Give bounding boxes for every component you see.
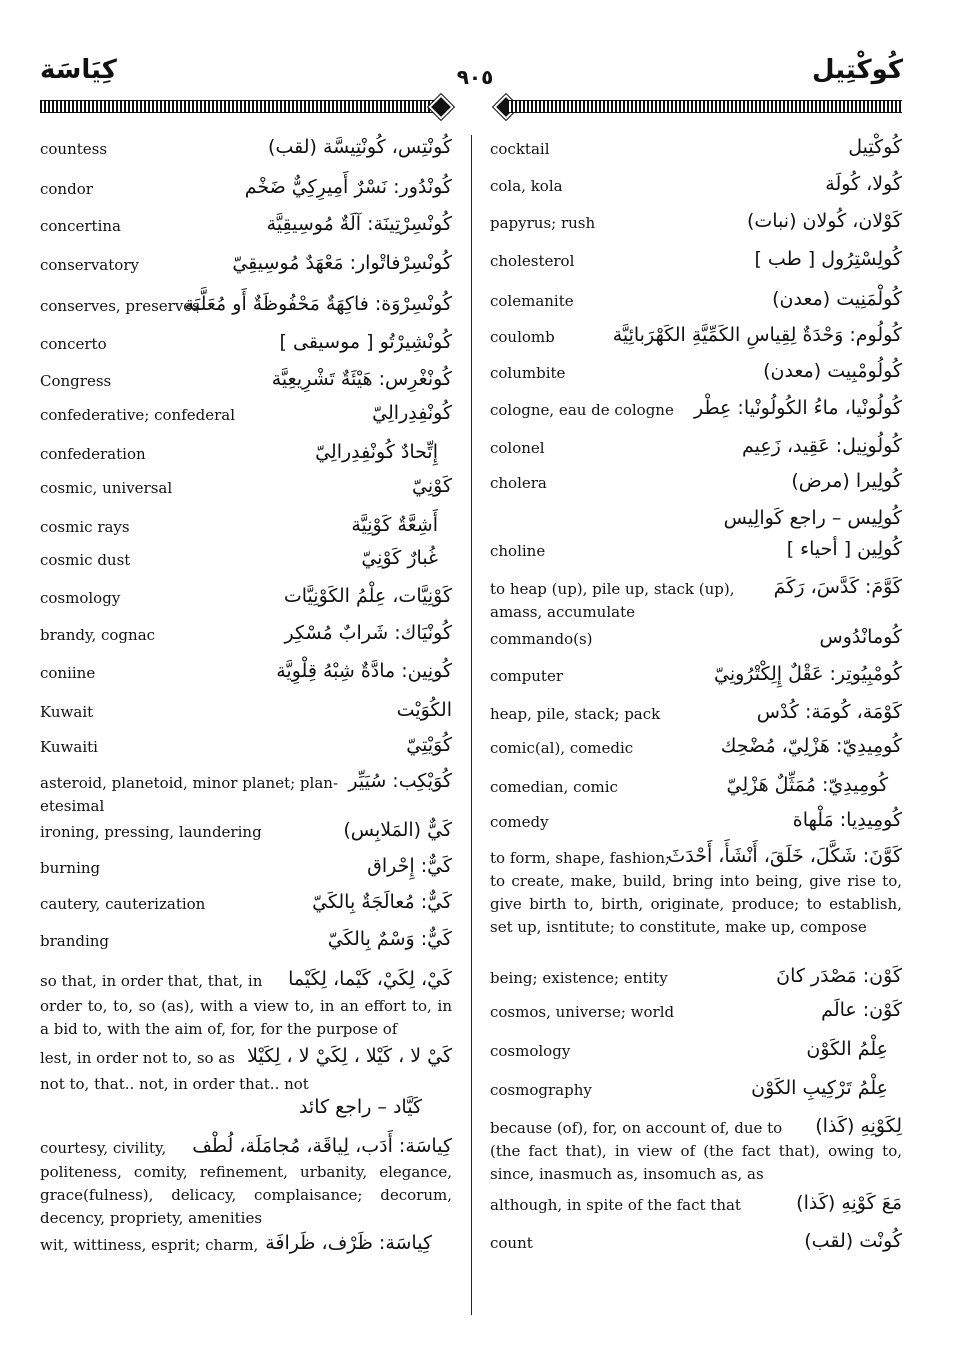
entry-commando (490, 628, 902, 658)
entry-english: coniine (40, 664, 96, 682)
entry-english: branding (40, 932, 110, 950)
dictionary-entry (40, 295, 452, 325)
entry-english: cosmology (490, 1042, 571, 1060)
entry-english: to heap (up), pile up, stack (up), (490, 580, 735, 598)
entry-english: cosmic, universal (40, 479, 173, 497)
entry-wit (40, 1234, 452, 1264)
dictionary-entry (40, 333, 452, 363)
entry-arabic: كُومانْدُوس (819, 626, 902, 648)
entry-arabic: كِياسَة: أَدَب، لِياقَة، مُجامَلَة، لُطْف (192, 1135, 452, 1157)
dictionary-entry (490, 326, 902, 356)
entry-english: Congress (40, 372, 112, 390)
entry-english: commando(s) (490, 630, 593, 648)
entry-arabic: كُونْشِيرْتُو [ موسيقى ] (279, 331, 452, 353)
entry-english: conservatory (40, 256, 139, 274)
entry-english: to form, shape, fashion; (490, 849, 671, 867)
entry-arabic: كَيٌّ: مُعالَجَةٌ بِالكَيّ (312, 891, 452, 913)
entry-arabic: كُونْسِرْوَة: فاكِهَةٌ مَحْفُوظَةٌ أَو مُعَلَّبَة (184, 293, 452, 315)
entry-english-continued: amass, accumulate (490, 603, 635, 621)
entry-arabic: كُومِيدِيا: مَلْهاة (792, 809, 902, 831)
dictionary-entry (40, 587, 452, 617)
header-rule-right (507, 100, 902, 113)
entry-english: cologne, eau de cologne (490, 401, 674, 419)
entry-arabic: مَعَ كَوْنِهِ (كَذا) (796, 1192, 902, 1214)
dictionary-entry (490, 703, 902, 733)
dictionary-entry (40, 893, 452, 923)
entry-arabic: غُبارٌ كَوْنِيّ (361, 547, 438, 569)
entry-english: condor (40, 180, 93, 198)
entry-arabic: عِلْمُ تَرْكِيبِ الكَوْن (751, 1077, 888, 1099)
entry-english: concerto (40, 335, 107, 353)
dictionary-entry (40, 624, 452, 654)
entry-arabic: كَوْنِيّ (412, 475, 452, 497)
entry-arabic: كِياسَة: ظَرْف، ظَرافَة (265, 1232, 432, 1254)
entry-kawwana (490, 847, 902, 962)
entry-english: although, in spite of the fact that (490, 1196, 741, 1214)
entry-english: columbite (490, 364, 566, 382)
dictionary-entry (490, 138, 902, 168)
entry-arabic: كُوَيْتِيّ (406, 734, 452, 756)
entry-english: cola, kola (490, 177, 563, 195)
dictionary-entry (40, 516, 452, 546)
dictionary-entry (40, 178, 452, 208)
dictionary-entry (40, 701, 452, 731)
entry-english: comic(al), comedic (490, 739, 634, 757)
entry-english: choline (490, 542, 546, 560)
entry-asteroid (40, 772, 452, 818)
entry-arabic: كَيٌّ: وَسْمٌ بِالكَيّ (327, 928, 452, 950)
entry-arabic: كُومِيدِيّ: هَزْلِيّ، مُضْحِك (720, 735, 902, 757)
dictionary-entry (40, 138, 452, 168)
entry-english: conserves, preserves (40, 297, 200, 315)
entry-english: comedian, comic (490, 778, 618, 796)
entry-english-continued: politeness, comity, refinement, urbanity, elegance, grace(fulness), delicacy, complaisance; decorum, decency, propriety, amenities (40, 1163, 452, 1227)
entry-arabic: الكُوَيْت (396, 699, 452, 721)
entry-english-continued: to create, make, build, bring into being, give rise to, give birth to, birth, originate, produce; to establish, set up, isntitute; to constitute, make up, compose (490, 872, 902, 936)
entry-english: computer (490, 667, 563, 685)
entry-english: being; existence; entity (490, 969, 668, 987)
entry-arabic: كَوْن: عالَم (821, 999, 902, 1021)
entry-english: confederative; confederal (40, 406, 236, 424)
dictionary-entry (40, 857, 452, 887)
entry-arabic: كُونْيَاك: شَرابٌ مُسْكِر (284, 622, 452, 644)
entry-arabic: كُولِيس – راجع كَوالِيس (723, 507, 902, 529)
entry-english: courtesy, civility, (40, 1139, 167, 1157)
page-number: ٩٠٥ (456, 65, 494, 89)
entry-english: colonel (490, 439, 545, 457)
entry-english: brandy, cognac (40, 626, 156, 644)
dictionary-entry (490, 967, 902, 997)
entry-arabic: كُولُونْيا، ماءُ الكُولُونْيا: عِطْر (693, 397, 902, 419)
dictionary-entry (40, 370, 452, 400)
entry-arabic: كَوْمَة، كُومَة: كُدْس (756, 701, 902, 723)
dictionary-entry (40, 821, 452, 851)
entry-english: papyrus; rush (490, 214, 596, 232)
entry-arabic: كُونْسِرْفاتْوار: مَعْهَدٌ مُوسِيقِيّ (232, 252, 452, 274)
dictionary-entry (40, 254, 452, 284)
entry-english: cocktail (490, 140, 550, 158)
entry-arabic: كَيٌّ: إِحْراق (367, 855, 452, 877)
entry-arabic: كُولُومْبِيت (معدن) (763, 360, 902, 382)
entry-arabic: كُولُوم: وَحْدَةٌ لِقِياسِ الكَمِّيَّةِ الكَهْرَبائِيَّة (612, 324, 902, 346)
dictionary-entry (40, 930, 452, 960)
entry-arabic: كُولِسْتِرُول [ طب ] (754, 248, 902, 270)
entry-arabic: كُولُونِيل: عَقِيد، زَعِيم (741, 435, 902, 457)
entry-english: cautery, cauterization (40, 895, 206, 913)
entry-arabic: كَيٌّ (المَلابِس) (343, 819, 452, 841)
dictionary-entry (490, 472, 902, 502)
entry-english: heap, pile, stack; pack (490, 705, 661, 723)
entry-arabic: كُولِين [ أحياء ] (786, 538, 902, 560)
entry-arabic: كُوكْتِيل (848, 136, 902, 158)
entry-arabic: أَشِعَّةٌ كَوْنِيَّة (351, 514, 438, 536)
entry-arabic: عِلْمُ الكَوْن (806, 1038, 888, 1060)
dictionary-entry (490, 212, 902, 242)
dictionary-entry (490, 811, 902, 841)
entry-arabic: كُولا، كُولَة (825, 173, 902, 195)
entry-arabic: كُولْمَنِيت (معدن) (772, 288, 902, 310)
entry-arabic: كَوْنِيَّات، عِلْمُ الكَوْنِيَّات (283, 585, 452, 607)
entry-english: Kuwaiti (40, 738, 98, 756)
dictionary-entry (490, 290, 902, 320)
entry-english: because (of), for, on account of, due to (490, 1119, 783, 1137)
entry-arabic: كُومْبِيُوتِر: عَقْلٌ إِلِكْتْرُونِيّ (714, 663, 902, 685)
dictionary-entry (490, 1001, 902, 1031)
dictionary-entry (490, 362, 902, 392)
dictionary-entry (490, 540, 902, 570)
entry-english: lest, in order not to, so as (40, 1049, 235, 1067)
entry-english: colemanite (490, 292, 574, 310)
entry-english: cosmos, universe; world (490, 1003, 675, 1021)
entry-english: concertina (40, 217, 121, 235)
entry-english: comedy (490, 813, 549, 831)
dictionary-entry (490, 437, 902, 467)
header-rule-left (40, 100, 438, 113)
dictionary-entry (490, 1079, 902, 1109)
dictionary-entry (40, 477, 452, 507)
entry-although (490, 1194, 902, 1224)
dictionary-entry (40, 549, 452, 579)
dictionary-entry (490, 399, 902, 429)
entry-arabic: إِتِّحادٌ كُونْفِدِرالِيّ (315, 441, 438, 463)
dictionary-entry (490, 776, 902, 806)
dictionary-entry (490, 175, 902, 205)
entry-arabic: كَوَّمَ: كَدَّسَ، رَكَمَ (773, 576, 902, 598)
entry-so-that (40, 970, 452, 1045)
entry-english: coulomb (490, 328, 555, 346)
dictionary-entry (40, 443, 452, 473)
entry-english-continued: not to, that.. not, in order that.. not (40, 1075, 309, 1093)
entry-arabic: كُونِين: مادَّةٌ شِبْهُ قِلْوِيَّة (276, 660, 452, 682)
entry-because (490, 1117, 902, 1192)
entry-english: cosmic rays (40, 518, 130, 536)
entry-english: cosmic dust (40, 551, 131, 569)
entry-english: cosmography (490, 1081, 592, 1099)
entry-arabic: كُولِيرا (مرض) (791, 470, 902, 492)
entry-arabic: كَيْ لا ، كَيْلا ، لِكَيْ لا ، لِكَيْلا (247, 1045, 452, 1067)
dictionary-entry (490, 1040, 902, 1070)
entry-kawwam (490, 578, 902, 624)
entry-english: wit, wittiness, esprit; charm, (40, 1236, 259, 1254)
entry-arabic: كَوْن: مَصْدَر كانَ (776, 965, 902, 987)
dictionary-entry (490, 737, 902, 767)
entry-courtesy (40, 1137, 452, 1232)
entry-english: Kuwait (40, 703, 94, 721)
entry-english: cholera (490, 474, 547, 492)
entry-arabic: كَيْ، لِكَيْ، كَيْما، لِكَيْما (288, 968, 452, 990)
entry-arabic: كُونْت (لقب) (804, 1230, 902, 1252)
entry-arabic: كُونْتِس، كُونْتِيسَّة (لقب) (268, 136, 452, 158)
entry-english: confederation (40, 445, 146, 463)
entry-english: cosmology (40, 589, 121, 607)
column-divider (471, 135, 472, 1315)
entry-arabic: كَوَّنَ: شَكَّلَ، خَلَقَ، أَنْشَأَ، أَحْدَثَ (667, 845, 902, 867)
entry-english: burning (40, 859, 101, 877)
right-guide-word: كُوكْتِيل (812, 55, 903, 85)
entry-english: cholesterol (490, 252, 575, 270)
entry-kayyad (40, 1098, 452, 1128)
entry-arabic: لِكَوْنِهِ (كَذا) (815, 1115, 902, 1137)
entry-arabic: كَيَّاد – راجع كائد (298, 1096, 422, 1118)
dictionary-entry (40, 215, 452, 245)
dictionary-entry (40, 736, 452, 766)
entry-arabic: كُومِيدِيّ: مُمَثِّلٌ هَزْلِيّ (726, 774, 888, 796)
dictionary-entry (490, 250, 902, 280)
entry-lest (40, 1047, 452, 1097)
entry-english-continued: (the fact that), in view of (the fact that), owing to, since, inasmuch as, insomuch as, as (490, 1142, 902, 1183)
entry-arabic: كُوَيْكِب: سُيَيِّر (348, 770, 452, 792)
entry-english: ironing, pressing, laundering (40, 823, 262, 841)
dictionary-entry (490, 1232, 902, 1262)
entry-english: countess (40, 140, 108, 158)
entry-arabic: كُونْفِدِرالِيّ (372, 402, 452, 424)
dictionary-entry (40, 662, 452, 692)
left-guide-word: كِيَاسَة (40, 55, 117, 85)
entry-arabic: كُونْغْرِس: هَيْئَةٌ تَشْرِيعِيَّة (271, 368, 452, 390)
dictionary-entry (40, 404, 452, 434)
entry-kawlis (490, 509, 902, 539)
entry-english: so that, in order that, that, in (40, 972, 263, 990)
entry-english-continued: order to, to, so (as), with a view to, in an effort to, in a bid to, with the aim of, for, for the purpose of (40, 997, 452, 1038)
entry-english: asteroid, planetoid, minor planet; plan- (40, 774, 339, 792)
entry-english-continued: etesimal (40, 797, 105, 815)
entry-arabic: كَوْلان، كُولان (نبات) (746, 210, 902, 232)
entry-english: count (490, 1234, 533, 1252)
dictionary-entry (490, 665, 902, 695)
entry-arabic: كُونْسِرْتِينَة: آلَةٌ مُوسِيقِيَّة (266, 213, 452, 235)
entry-arabic: كُونْدُور: نَسْرٌ أَمِيرِكِيٌّ ضَخْم (244, 176, 452, 198)
